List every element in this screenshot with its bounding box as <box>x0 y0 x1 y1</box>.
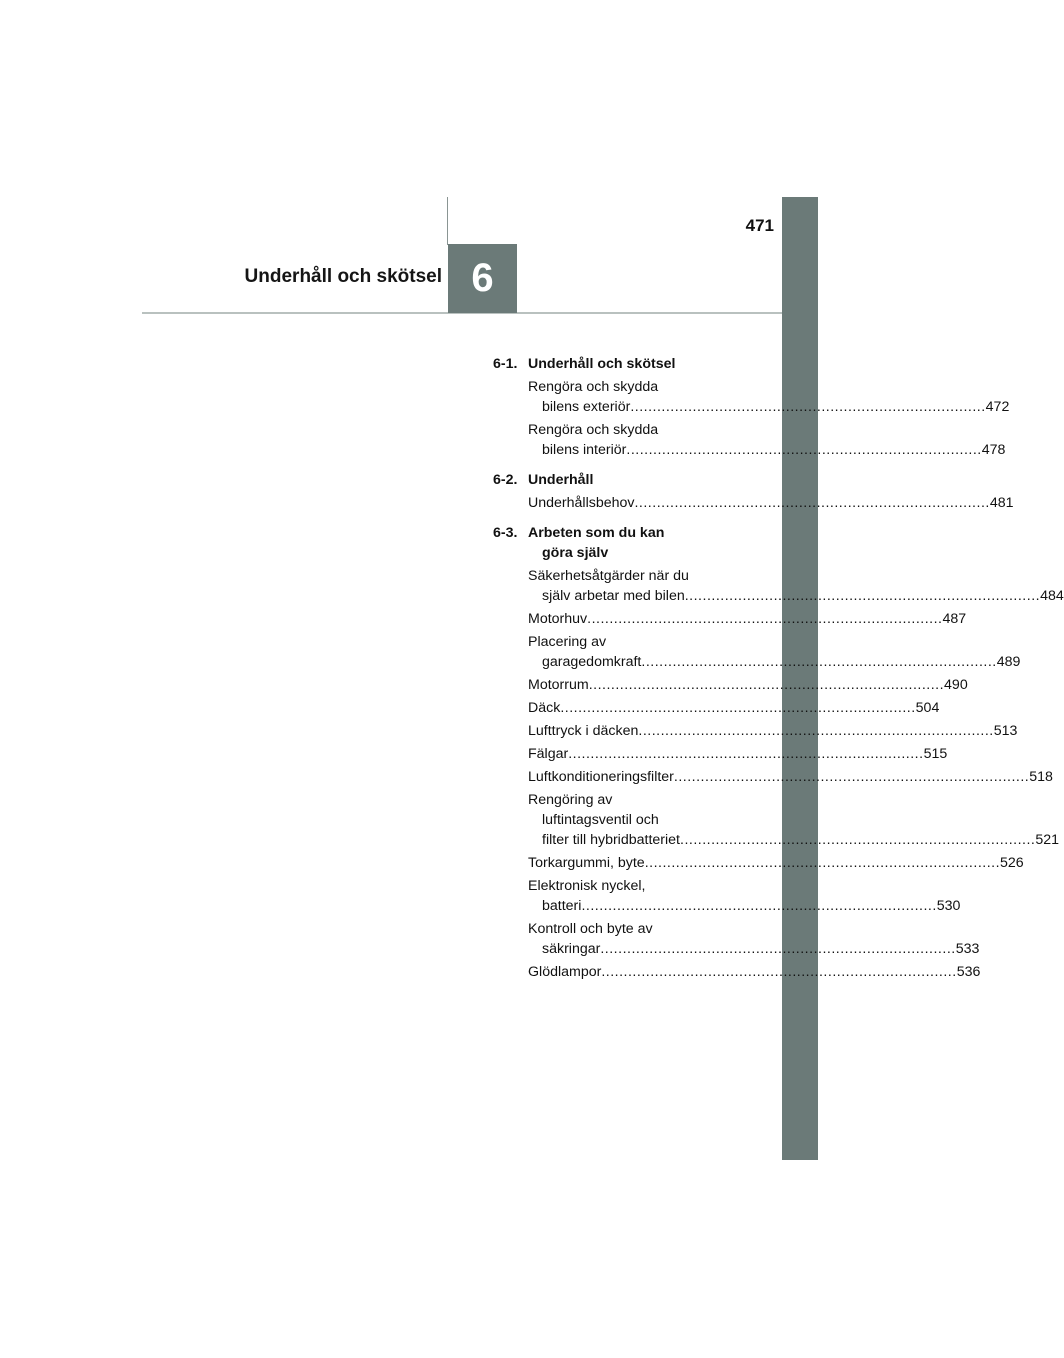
toc-entry[interactable]: Kontroll och byte av säkringar ..... 533 <box>528 919 739 959</box>
chapter-number-box <box>448 244 517 313</box>
toc-entry[interactable]: Luftkonditioneringsfilter ..... 518 <box>528 767 739 787</box>
toc-section-6-3 <box>493 523 739 563</box>
header-divider-vertical <box>447 197 448 245</box>
page-number: 471 <box>745 216 774 235</box>
entry-page: 478 <box>981 442 1006 458</box>
toc-section-6-1 <box>493 354 739 374</box>
section-title[interactable]: Arbeten som du kan göra själv <box>528 525 665 561</box>
table-of-contents <box>493 354 1064 982</box>
section-title[interactable]: Underhåll och skötsel <box>528 356 676 372</box>
entry-page: 521 <box>1035 832 1060 848</box>
toc-entry[interactable]: Motorhuv ..... 487 <box>528 609 739 629</box>
toc-entry[interactable]: Säkerhetsåtgärder när du själv arbetar med bilen ..... 484 <box>528 566 739 606</box>
entry-page: 526 <box>1000 855 1024 871</box>
entry-page: 518 <box>1029 769 1053 785</box>
section-title[interactable]: Underhåll <box>528 472 594 488</box>
toc-entry[interactable]: Däck ..... 504 <box>528 698 739 718</box>
entry-page: 530 <box>936 898 961 914</box>
entry-page: 484 <box>1040 588 1064 604</box>
toc-entry[interactable]: Lufttryck i däcken ..... 513 <box>528 721 739 741</box>
entry-page: 490 <box>944 677 968 693</box>
toc-entry[interactable]: Underhållsbehov ..... 481 <box>528 493 739 513</box>
chapter-number: 6 <box>471 256 494 300</box>
section-number: 6-3. <box>493 525 518 541</box>
toc-entry[interactable]: Elektronisk nyckel, batteri ..... 530 <box>528 876 739 916</box>
toc-section-6-2 <box>493 470 739 490</box>
toc-entry[interactable]: Rengöra och skydda bilens interiör ..... 478 <box>528 420 739 460</box>
toc-entry[interactable]: Motorrum ..... 490 <box>528 675 739 695</box>
entry-page: 515 <box>923 746 948 762</box>
entry-page: 536 <box>956 964 981 980</box>
entry-page: 472 <box>985 399 1010 415</box>
entry-page: 533 <box>955 941 980 957</box>
toc-entry[interactable]: Rengöra och skydda bilens exteriör ..... 472 <box>528 377 739 417</box>
toc-entry[interactable]: Glödlampor ..... 536 <box>528 962 739 982</box>
toc-entry[interactable]: Placering av garagedomkraft ..... 489 <box>528 632 739 672</box>
toc-entry[interactable]: Torkargummi, byte ..... 526 <box>528 853 739 873</box>
chapter-title: Underhåll och skötsel <box>244 266 442 287</box>
section-number: 6-2. <box>493 472 518 488</box>
toc-entry[interactable]: Rengöring av luftintagsventil och filter till hybridbatteriet ..... 521 <box>528 790 739 850</box>
section-number: 6-1. <box>493 356 518 372</box>
entry-page: 504 <box>915 700 940 716</box>
entry-page: 513 <box>993 723 1018 739</box>
toc-entry[interactable]: Fälgar ..... 515 <box>528 744 739 764</box>
entry-page: 489 <box>996 654 1021 670</box>
entry-page: 481 <box>989 495 1014 511</box>
entry-page: 487 <box>942 611 967 627</box>
